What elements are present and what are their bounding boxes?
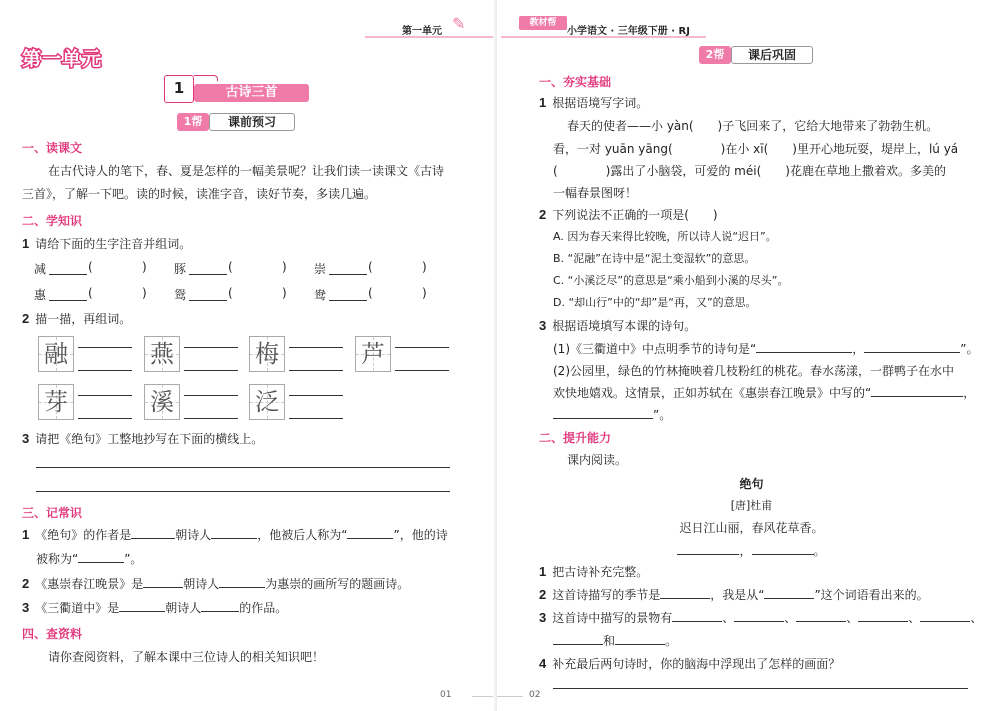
trace-char-box: 梅 bbox=[249, 336, 285, 372]
left-page bbox=[0, 0, 497, 711]
option-d[interactable]: D. “却山行”中的“却”是“再，又”的意思。 bbox=[553, 296, 757, 309]
poem-title: 绝句 bbox=[739, 477, 764, 491]
answer-blank[interactable] bbox=[858, 608, 908, 622]
footer-rule bbox=[497, 696, 523, 697]
answer-line[interactable] bbox=[553, 688, 968, 689]
learn-q1: 1 请给下面的生字注音并组词。 bbox=[22, 236, 192, 251]
copy-line[interactable] bbox=[36, 491, 450, 492]
trace-char-box: 融 bbox=[38, 336, 74, 372]
knowledge-q1-cont: 被称为“ ”。 bbox=[36, 548, 142, 570]
knowledge-q2: 2 《惠崇春江晚景》是 朝诗人 为惠崇的画所写的题画诗。 bbox=[22, 576, 410, 591]
option-c[interactable]: C. “小溪泛尽”的意思是“乘小船到小溪的尽头”。 bbox=[553, 274, 789, 287]
help-tag: 2帮 bbox=[699, 46, 731, 64]
answer-line[interactable] bbox=[78, 347, 132, 348]
basics-q3-2-end: ”。 bbox=[553, 404, 671, 426]
pencil-icon: ✎ bbox=[452, 14, 466, 33]
research-text: 请你查阅资料，了解本课中三位诗人的相关知识吧！ bbox=[48, 650, 325, 664]
answer-blank[interactable] bbox=[660, 585, 710, 599]
help-title: 课后巩固 bbox=[731, 46, 813, 64]
char-row-1: 减 ( ) 豚 ( ) 崇 ( ) bbox=[34, 260, 427, 276]
improve-q2: 2 这首诗描写的季节是 ，我是从“ ”这个词语看出来的。 bbox=[539, 587, 929, 602]
answer-line[interactable] bbox=[395, 370, 449, 371]
improve-intro: 课内阅读。 bbox=[567, 453, 628, 467]
lesson-number: 1 bbox=[173, 79, 185, 97]
basics-q3-2-cont: 欢快地嬉戏。这情景，正如苏轼在《惠崇春江晚景》中写的“ ， bbox=[553, 382, 975, 404]
answer-blank[interactable] bbox=[211, 525, 257, 539]
option-b[interactable]: B. “泥融”在诗中是“泥土变湿软”的意思。 bbox=[553, 252, 756, 265]
char-item: 惠 bbox=[34, 288, 47, 302]
banner-decoration bbox=[194, 75, 218, 81]
read-text-line1: 在古代诗人的笔下，春、夏是怎样的一幅美景呢？让我们读一读课文《古诗 bbox=[48, 164, 445, 178]
answer-blank[interactable] bbox=[219, 574, 265, 588]
trace-char-box: 溪 bbox=[144, 384, 180, 420]
answer-blank[interactable] bbox=[764, 585, 814, 599]
answer-blank[interactable] bbox=[201, 598, 239, 612]
trace-char-box: 芦 bbox=[355, 336, 391, 372]
answer-line[interactable] bbox=[184, 370, 238, 371]
answer-blank[interactable] bbox=[677, 541, 739, 555]
header-unit: 第一单元 bbox=[402, 26, 442, 37]
header-badge: 教材帮 bbox=[519, 16, 567, 30]
read-text-line2: 三首》，了解一下吧。读的时候，读准字音，读好节奏，多读几遍。 bbox=[22, 187, 377, 201]
answer-line[interactable] bbox=[78, 395, 132, 396]
improve-q1: 1 把古诗补充完整。 bbox=[539, 564, 649, 579]
answer-blank[interactable] bbox=[553, 631, 603, 645]
header-book-title: 小学语文 · 三年级下册 · RJ bbox=[567, 26, 690, 37]
answer-line[interactable] bbox=[184, 395, 238, 396]
answer-blank[interactable] bbox=[78, 549, 124, 563]
learn-q3: 3 请把《绝句》工整地抄写在下面的横线上。 bbox=[22, 431, 264, 446]
answer-blank[interactable] bbox=[734, 608, 784, 622]
answer-blank[interactable] bbox=[347, 525, 393, 539]
help-title: 课前预习 bbox=[209, 113, 295, 131]
answer-blank[interactable] bbox=[143, 574, 183, 588]
answer-blank[interactable] bbox=[189, 274, 227, 275]
basics-q3-1: (1)《三衢道中》中点明季节的诗句是“ ， ”。 bbox=[553, 338, 978, 360]
learn-q2: 2 描一描，再组词。 bbox=[22, 311, 132, 326]
answer-blank[interactable] bbox=[49, 300, 87, 301]
copy-line[interactable] bbox=[36, 467, 450, 468]
answer-line[interactable] bbox=[78, 370, 132, 371]
answer-blank[interactable] bbox=[131, 525, 175, 539]
char-row-2: 惠 ( ) 鸳 ( ) 鸯 ( ) bbox=[34, 286, 427, 302]
basics-q3: 3 根据语境填写本课的诗句。 bbox=[539, 318, 697, 333]
poem-line: 迟日江山丽，春风花草香。 bbox=[679, 521, 824, 535]
section-read-text: 一、读课文 bbox=[22, 141, 83, 155]
trace-char-box: 泛 bbox=[249, 384, 285, 420]
char-item: 鸳 bbox=[174, 288, 187, 302]
option-a[interactable]: A. 因为春天来得比较晚，所以诗人说“迟日”。 bbox=[553, 230, 777, 243]
answer-line[interactable] bbox=[289, 370, 343, 371]
answer-line[interactable] bbox=[78, 418, 132, 419]
answer-line[interactable] bbox=[289, 347, 343, 348]
basics-q2: 2 下列说法不正确的一项是( ) bbox=[539, 207, 718, 222]
answer-blank[interactable] bbox=[615, 631, 665, 645]
answer-blank[interactable] bbox=[553, 405, 653, 419]
lesson-title: 古诗三首 bbox=[194, 84, 309, 102]
answer-line[interactable] bbox=[395, 347, 449, 348]
answer-blank[interactable] bbox=[119, 598, 165, 612]
answer-line[interactable] bbox=[289, 418, 343, 419]
answer-line[interactable] bbox=[184, 418, 238, 419]
help-tag: 1帮 bbox=[177, 113, 209, 131]
answer-blank[interactable] bbox=[329, 274, 367, 275]
answer-blank[interactable] bbox=[329, 300, 367, 301]
answer-line[interactable] bbox=[289, 395, 343, 396]
answer-blank[interactable] bbox=[189, 300, 227, 301]
answer-blank[interactable] bbox=[864, 339, 960, 353]
trace-char-box: 燕 bbox=[144, 336, 180, 372]
section-knowledge: 三、记常识 bbox=[22, 506, 83, 520]
answer-blank[interactable] bbox=[752, 541, 814, 555]
basics-p4: 一幅春景图呀！ bbox=[553, 186, 638, 200]
section-learn: 二、学知识 bbox=[22, 214, 83, 228]
answer-blank[interactable] bbox=[796, 608, 846, 622]
answer-blank[interactable] bbox=[672, 608, 722, 622]
answer-blank[interactable] bbox=[920, 608, 970, 622]
basics-p3: ( )露出了小脑袋，可爱的 méi( )花鹿在草地上撒着欢。多美的 bbox=[553, 164, 946, 178]
section-research: 四、查资料 bbox=[22, 627, 83, 641]
answer-line[interactable] bbox=[184, 347, 238, 348]
page-number-left: 01 bbox=[440, 690, 452, 700]
answer-blank[interactable] bbox=[49, 274, 87, 275]
char-item: 豚 bbox=[174, 262, 187, 276]
basics-q3-2: (2)公园里，绿色的竹林掩映着几枝粉红的桃花。春水荡漾，一群鸭子在水中 bbox=[553, 364, 955, 378]
section-improve: 二、提升能力 bbox=[539, 431, 612, 445]
poem-blank-line: ， 。 bbox=[497, 541, 1006, 559]
char-item: 鸯 bbox=[314, 288, 327, 302]
right-page bbox=[497, 0, 1006, 711]
improve-q3-cont: 和 。 bbox=[553, 630, 677, 652]
trace-char-box: 芽 bbox=[38, 384, 74, 420]
char-item: 减 bbox=[34, 262, 47, 276]
unit-title: 第一单元 bbox=[22, 48, 103, 70]
section-basics: 一、夯实基础 bbox=[539, 75, 612, 89]
answer-blank[interactable] bbox=[871, 383, 963, 397]
page-number-right: 02 bbox=[529, 690, 541, 700]
improve-q3: 3 这首诗中描写的景物有 、 、 、 、 、 bbox=[539, 610, 983, 625]
char-item: 崇 bbox=[314, 262, 327, 276]
answer-blank[interactable] bbox=[756, 339, 852, 353]
knowledge-q3: 3 《三衢道中》是 朝诗人 的作品。 bbox=[22, 600, 288, 615]
improve-q4: 4 补充最后两句诗时，你的脑海中浮现出了怎样的画面？ bbox=[539, 656, 841, 671]
knowledge-q1: 1 《绝句》的作者是 朝诗人 ，他被后人称为“ ”，他的诗 bbox=[22, 527, 448, 542]
basics-p2: 看，一对 yuān yāng( )在小 xī( )里开心地玩耍，堤岸上，lú yá bbox=[553, 142, 959, 156]
basics-q1: 1 根据语境写字词。 bbox=[539, 95, 649, 110]
basics-p1: 春天的使者——小 yàn( )子飞回来了，它给大地带来了勃勃生机。 bbox=[567, 119, 939, 133]
poem-author: [唐]杜甫 bbox=[730, 499, 773, 512]
